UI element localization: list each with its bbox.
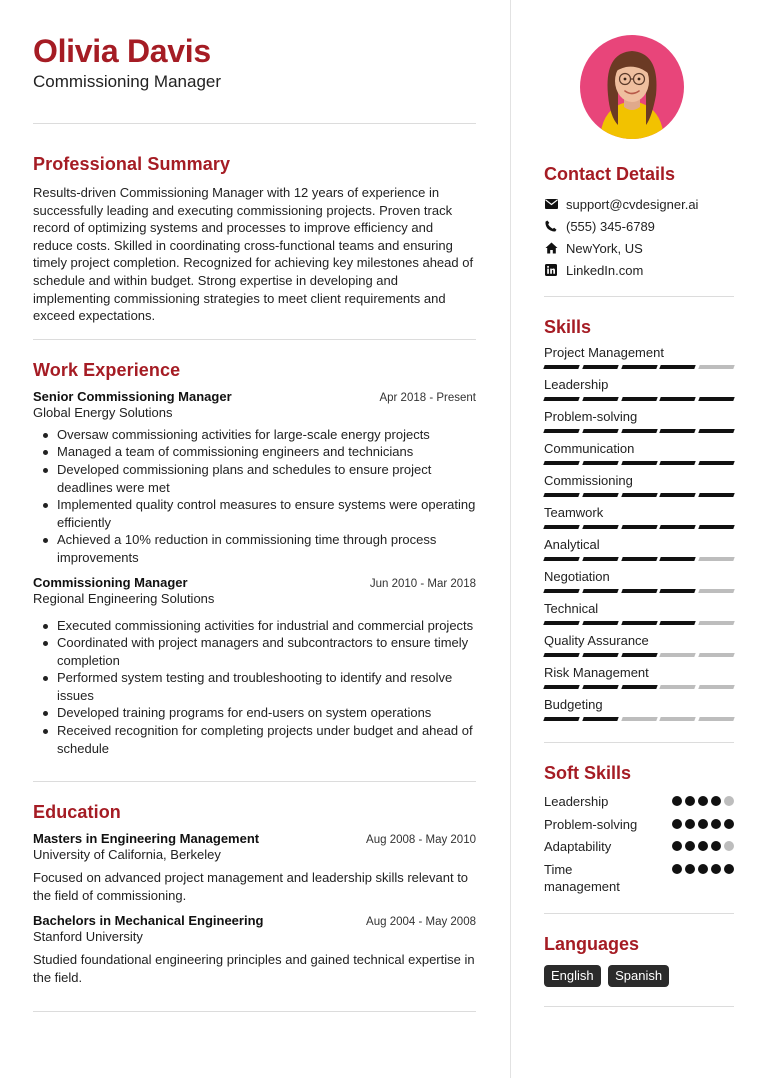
phone-text: (555) 345-6789 [566, 218, 655, 234]
skill-level-segment [660, 653, 696, 657]
skill-level-segment [621, 557, 657, 561]
skill-level-segment [582, 429, 618, 433]
phone-icon [544, 219, 558, 233]
skill-level-segment [582, 525, 618, 529]
skill-level-segment [621, 525, 657, 529]
column-divider [510, 0, 511, 1078]
skill-level-segment [582, 621, 618, 625]
education-description: Focused on advanced project management and leadership skills relevant to the field of commissioning. [33, 870, 469, 903]
skill-level-segment [582, 589, 618, 593]
location-text: NewYork, US [566, 240, 643, 256]
school: Stanford University [33, 929, 143, 945]
skills-section [544, 316, 734, 721]
skill-name: Leadership [544, 377, 609, 392]
skill-level-segment [621, 653, 657, 657]
skill-level-segment [621, 461, 657, 465]
skill-level-segment [698, 461, 734, 465]
skill-level-segment [660, 397, 696, 401]
contact-section [544, 163, 734, 281]
skill-name: Quality Assurance [544, 633, 649, 648]
skill-name: Budgeting [544, 697, 603, 712]
skill-level-bar [544, 557, 734, 561]
rating-dot [711, 796, 721, 806]
skill-level-segment [660, 525, 696, 529]
skill-name: Project Management [544, 345, 664, 360]
skill-level-segment [543, 589, 579, 593]
rating-dot [685, 796, 695, 806]
school: University of California, Berkeley [33, 847, 221, 863]
skill-level-segment [543, 685, 579, 689]
education-entry [33, 831, 476, 904]
soft-skill-rating [672, 796, 734, 806]
skill-level-segment [698, 589, 734, 593]
skill-level-segment [660, 461, 696, 465]
soft-skill-name: Problem-solving [544, 816, 638, 832]
skill-level-segment [543, 717, 579, 721]
soft-skills-list [544, 793, 734, 896]
rating-dot [711, 864, 721, 874]
rating-dot [672, 864, 682, 874]
email-text: support@cvdesigner.ai [566, 196, 699, 212]
skill-level-bar [544, 589, 734, 593]
contact-heading: Contact Details [544, 164, 676, 184]
divider [544, 296, 734, 297]
skill-level-segment [543, 397, 579, 401]
linkedin-icon [544, 263, 558, 277]
skill-level-segment [582, 557, 618, 561]
soft-skill-item [544, 861, 734, 896]
divider [544, 1006, 734, 1007]
skill-item [544, 441, 734, 465]
rating-dot [698, 819, 708, 829]
job-bullet: Developed training programs for end-users on system operations [41, 704, 476, 722]
language-badge: English [544, 965, 601, 987]
job-bullet: Implemented quality control measures to ensure systems were operating efficiently [41, 496, 476, 531]
skill-level-segment [660, 589, 696, 593]
skill-item [544, 409, 734, 433]
skill-item [544, 601, 734, 625]
skill-level-segment [698, 429, 734, 433]
skill-name: Teamwork [544, 505, 604, 520]
skill-level-bar [544, 525, 734, 529]
rating-dot [672, 796, 682, 806]
soft-skill-rating [672, 819, 734, 829]
skill-level-segment [660, 365, 696, 369]
education-heading: Education [33, 802, 121, 823]
home-icon [544, 241, 558, 255]
rating-dot [672, 819, 682, 829]
skill-item [544, 377, 734, 401]
candidate-title: Commissioning Manager [33, 72, 222, 91]
profile-photo [580, 35, 684, 139]
rating-dot [711, 841, 721, 851]
skill-level-segment [698, 557, 734, 561]
job-bullet: Achieved a 10% reduction in commissioning time through process improvements [41, 531, 476, 566]
soft-skill-rating [672, 864, 734, 874]
experience-section [33, 359, 476, 758]
skill-level-segment [621, 429, 657, 433]
skill-level-segment [582, 653, 618, 657]
skill-level-segment [698, 685, 734, 689]
education-header [33, 831, 476, 846]
main-column [33, 32, 476, 1012]
skill-item [544, 697, 734, 721]
skill-level-segment [582, 461, 618, 465]
job-header [33, 575, 476, 590]
job-dates: Jun 2010 - Mar 2018 [369, 577, 476, 590]
soft-skill-name: Adaptability [544, 839, 612, 854]
skill-level-segment [698, 397, 734, 401]
languages-list [544, 965, 734, 987]
divider [33, 1011, 476, 1012]
skill-level-segment [582, 685, 618, 689]
skills-heading: Skills [544, 317, 592, 337]
skill-level-segment [698, 365, 734, 369]
contact-email[interactable] [544, 193, 734, 215]
job-bullet: Developed commissioning plans and schedules to ensure project deadlines were met [41, 461, 476, 496]
skill-level-segment [698, 653, 734, 657]
contact-phone[interactable] [544, 215, 734, 237]
linkedin-text: LinkedIn.com [566, 262, 644, 278]
rating-dot [672, 841, 682, 851]
skill-level-segment [660, 557, 696, 561]
skills-list [544, 345, 734, 721]
skill-item [544, 665, 734, 689]
degree: Masters in Engineering Management [33, 831, 260, 847]
skill-level-bar [544, 717, 734, 721]
skill-level-bar [544, 365, 734, 369]
skill-level-segment [582, 365, 618, 369]
languages-heading: Languages [544, 934, 640, 954]
job-title: Senior Commissioning Manager [33, 388, 232, 404]
rating-dot [711, 819, 721, 829]
soft-skill-name: Time management [544, 861, 620, 894]
languages-section [544, 933, 734, 987]
skill-level-bar [544, 653, 734, 657]
skill-level-segment [543, 429, 579, 433]
skill-name: Risk Management [544, 665, 649, 680]
summary-heading: Professional Summary [33, 154, 231, 174]
skill-level-segment [621, 493, 657, 497]
job-bullets [41, 617, 476, 758]
skill-level-bar [544, 429, 734, 433]
skill-level-segment [698, 621, 734, 625]
job-bullet: Coordinated with project managers and subcontractors to ensure timely completion [41, 634, 476, 669]
soft-skills-heading: Soft Skills [544, 763, 632, 783]
skill-level-segment [621, 685, 657, 689]
education-description: Studied foundational engineering principles and gained technical expertise in the field. [33, 952, 475, 986]
education-dates: Aug 2004 - May 2008 [366, 916, 476, 929]
soft-skill-item [544, 838, 734, 856]
skill-level-segment [621, 589, 657, 593]
skill-level-bar [544, 685, 734, 689]
soft-skill-name: Leadership [544, 794, 609, 809]
skill-level-segment [621, 717, 657, 721]
skill-level-segment [698, 717, 734, 721]
rating-dot [724, 841, 734, 851]
education-entry [33, 913, 476, 986]
skill-level-segment [660, 493, 696, 497]
skill-level-segment [660, 621, 696, 625]
soft-skills-section [544, 762, 734, 901]
skill-name: Communication [544, 441, 635, 456]
rating-dot [724, 864, 734, 874]
job-header [33, 389, 476, 404]
job-company: Regional Engineering Solutions [33, 590, 215, 606]
education-dates: Aug 2008 - May 2010 [366, 834, 476, 847]
skill-level-segment [621, 621, 657, 625]
job-bullet: Executed commissioning activities for industrial and commercial projects [41, 617, 476, 635]
skill-level-segment [698, 493, 734, 497]
skill-level-segment [582, 717, 618, 721]
rating-dot [685, 864, 695, 874]
experience-heading: Work Experience [33, 359, 181, 380]
job-bullet: Received recognition for completing projects under budget and ahead of schedule [41, 722, 476, 757]
skill-level-segment [660, 685, 696, 689]
envelope-icon [544, 197, 558, 211]
skill-item [544, 505, 734, 529]
candidate-name: Olivia Davis [33, 33, 211, 69]
skill-level-segment [543, 461, 579, 465]
job-company: Global Energy Solutions [33, 404, 173, 420]
job-bullet: Managed a team of commissioning engineers and technicians [41, 443, 476, 461]
skill-item [544, 345, 734, 369]
skill-level-bar [544, 493, 734, 497]
soft-skill-item [544, 793, 734, 811]
skill-level-segment [698, 525, 734, 529]
skill-item [544, 569, 734, 593]
skill-level-segment [543, 621, 579, 625]
language-badge: Spanish [608, 965, 669, 987]
skill-item [544, 537, 734, 561]
skill-item [544, 473, 734, 497]
avatar-icon [580, 35, 684, 139]
skill-level-bar [544, 621, 734, 625]
rating-dot [698, 841, 708, 851]
skill-level-segment [660, 717, 696, 721]
rating-dot [698, 796, 708, 806]
rating-dot [685, 819, 695, 829]
education-section [33, 801, 476, 986]
summary-text: Results-driven Commissioning Manager with 12 years of experience in successfully leading and executing commissioning projects. Proven track record of optimizing systems and processes to improve efficiency and reduce costs. Skilled in coordinating cross-functional teams and ensuring timely project completion. Recognized for achieving key milestones ahead of schedule and within budget. Strong expertise in developing and implementing commissioning strategies to meet client requirements and exceed expectations. [33, 185, 474, 324]
job-bullet: Oversaw commissioning activities for large-scale energy projects [41, 426, 476, 444]
skill-level-segment [660, 429, 696, 433]
divider [33, 339, 476, 340]
skill-level-segment [621, 365, 657, 369]
rating-dot [685, 841, 695, 851]
skill-level-bar [544, 461, 734, 465]
skill-item [544, 633, 734, 657]
skill-level-segment [543, 365, 579, 369]
skill-level-segment [543, 557, 579, 561]
skill-level-bar [544, 397, 734, 401]
job-entry [33, 389, 476, 567]
skill-level-segment [543, 525, 579, 529]
education-header [33, 913, 476, 928]
rating-dot [724, 796, 734, 806]
divider [544, 742, 734, 743]
skill-level-segment [582, 397, 618, 401]
rating-dot [698, 864, 708, 874]
job-entry [33, 575, 476, 758]
skill-level-segment [543, 493, 579, 497]
contact-location [544, 237, 734, 259]
skill-level-segment [582, 493, 618, 497]
skill-level-segment [543, 653, 579, 657]
divider [33, 781, 476, 782]
contact-list [544, 193, 734, 281]
skill-name: Commissioning [544, 473, 633, 488]
divider [33, 123, 476, 124]
job-bullets [41, 426, 476, 567]
rating-dot [724, 819, 734, 829]
job-title: Commissioning Manager [33, 574, 188, 590]
divider [544, 913, 734, 914]
degree: Bachelors in Mechanical Engineering [33, 913, 264, 929]
job-dates: Apr 2018 - Present [379, 391, 476, 404]
skill-name: Problem-solving [544, 409, 638, 424]
skill-name: Analytical [544, 537, 600, 552]
soft-skill-rating [672, 841, 734, 851]
job-bullet: Performed system testing and troubleshooting to identify and resolve issues [41, 669, 476, 704]
skill-name: Technical [544, 601, 599, 616]
skill-level-segment [621, 397, 657, 401]
summary-section [33, 153, 476, 325]
soft-skill-item [544, 816, 734, 834]
contact-linkedin[interactable] [544, 259, 734, 281]
skill-name: Negotiation [544, 569, 610, 584]
